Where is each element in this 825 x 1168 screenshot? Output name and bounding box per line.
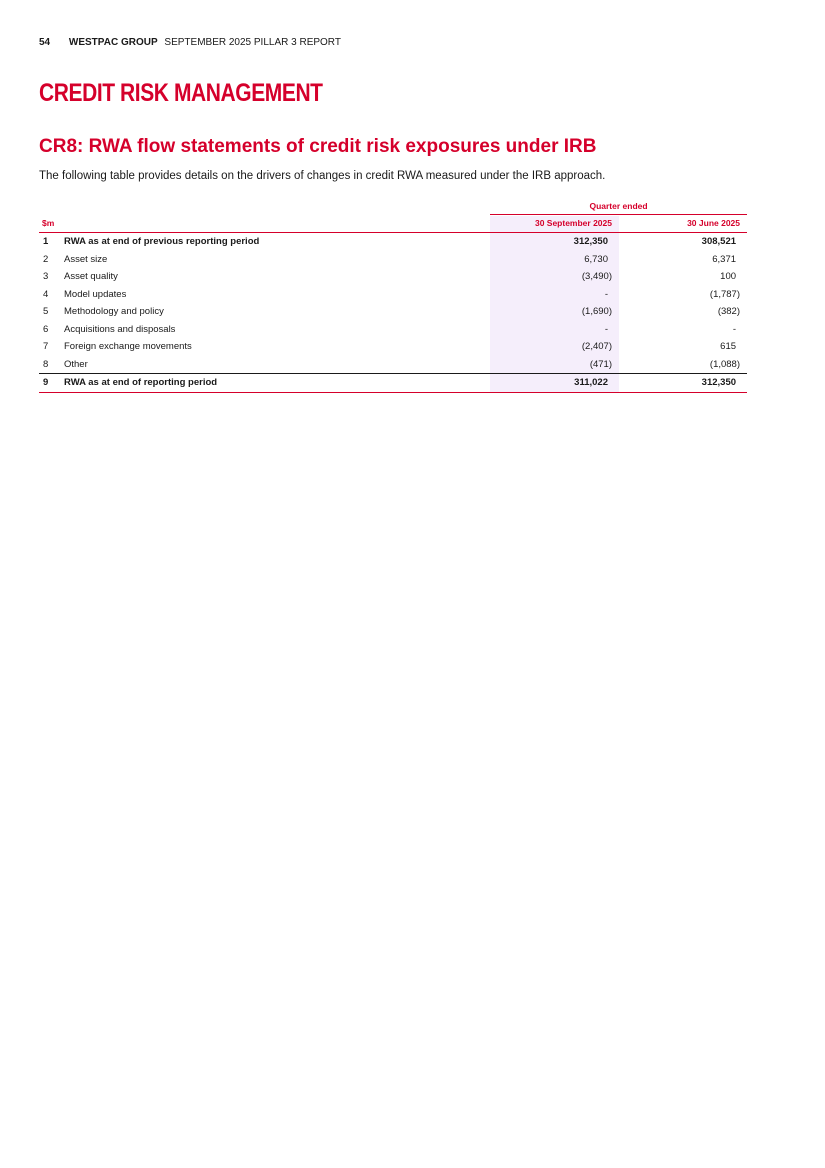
row-label: RWA as at end of previous reporting period	[64, 236, 260, 247]
table-row	[39, 303, 747, 321]
value-sep-2025: (1,690)	[581, 306, 612, 317]
value-sep-2025: 311,022	[490, 374, 619, 393]
value-jun-2025: 100	[720, 271, 737, 282]
table-row	[39, 268, 747, 286]
column-header-sep-2025: 30 September 2025	[490, 215, 619, 233]
row-number: 4	[43, 288, 49, 300]
page-number: 54	[39, 37, 51, 48]
intro-text: The following table provides details on the drivers of changes in credit RWA measured under the IRB approach.	[39, 170, 606, 182]
value-jun-2025: (382)	[717, 306, 741, 317]
row-label: Acquisitions and disposals	[64, 323, 176, 335]
table-row	[39, 233, 747, 251]
row-label: Asset quality	[64, 271, 118, 282]
value-jun-2025: 312,350	[619, 374, 747, 393]
value-sep-2025: 6,730	[584, 253, 608, 265]
row-number: 2	[43, 253, 49, 265]
rwa-flow-table-container	[39, 198, 747, 393]
value-jun-2025: 6,371	[712, 253, 737, 265]
unit-header: $m	[39, 215, 490, 233]
page-header	[39, 37, 341, 49]
row-label: RWA as at end of reporting period	[61, 374, 490, 393]
row-number: 7	[43, 341, 49, 352]
table-group-header-row	[39, 198, 747, 215]
group-header-quarter-ended: Quarter ended	[490, 198, 747, 215]
table-title: CR8: RWA flow statements of credit risk exposures under IRB	[39, 136, 597, 157]
table-row	[39, 251, 747, 269]
row-number: 5	[43, 306, 49, 317]
column-header-jun-2025: 30 June 2025	[619, 215, 747, 233]
value-jun-2025: 308,521	[701, 236, 737, 247]
row-number: 8	[43, 358, 49, 370]
value-sep-2025: (471)	[589, 358, 612, 370]
table-column-header-row	[39, 215, 747, 233]
row-number: 9	[39, 374, 61, 393]
table-row	[39, 321, 747, 339]
row-label: Asset size	[64, 253, 108, 265]
report-name: SEPTEMBER 2025 PILLAR 3 REPORT	[164, 37, 341, 48]
value-sep-2025: 312,350	[573, 236, 608, 247]
row-label: Methodology and policy	[64, 306, 164, 317]
table-row	[39, 338, 747, 356]
value-jun-2025: -	[732, 323, 737, 335]
table-row	[39, 286, 747, 304]
value-sep-2025: -	[604, 323, 608, 335]
row-label: Model updates	[64, 288, 127, 300]
brand-name: WESTPAC GROUP	[68, 37, 158, 48]
section-title: CREDIT RISK MANAGEMENT	[39, 79, 323, 107]
row-number: 1	[43, 236, 49, 247]
value-jun-2025: (1,088)	[709, 358, 741, 370]
value-jun-2025: (1,787)	[709, 288, 741, 300]
table-row	[39, 356, 747, 374]
value-sep-2025: (2,407)	[581, 341, 612, 352]
row-number: 6	[43, 323, 49, 335]
table-row-total	[39, 374, 747, 393]
row-number: 3	[43, 271, 49, 282]
row-label: Foreign exchange movements	[64, 341, 192, 352]
value-sep-2025: -	[604, 288, 608, 300]
row-label: Other	[64, 358, 88, 370]
value-sep-2025: (3,490)	[581, 271, 612, 282]
value-jun-2025: 615	[720, 341, 737, 352]
rwa-flow-table	[39, 198, 747, 393]
